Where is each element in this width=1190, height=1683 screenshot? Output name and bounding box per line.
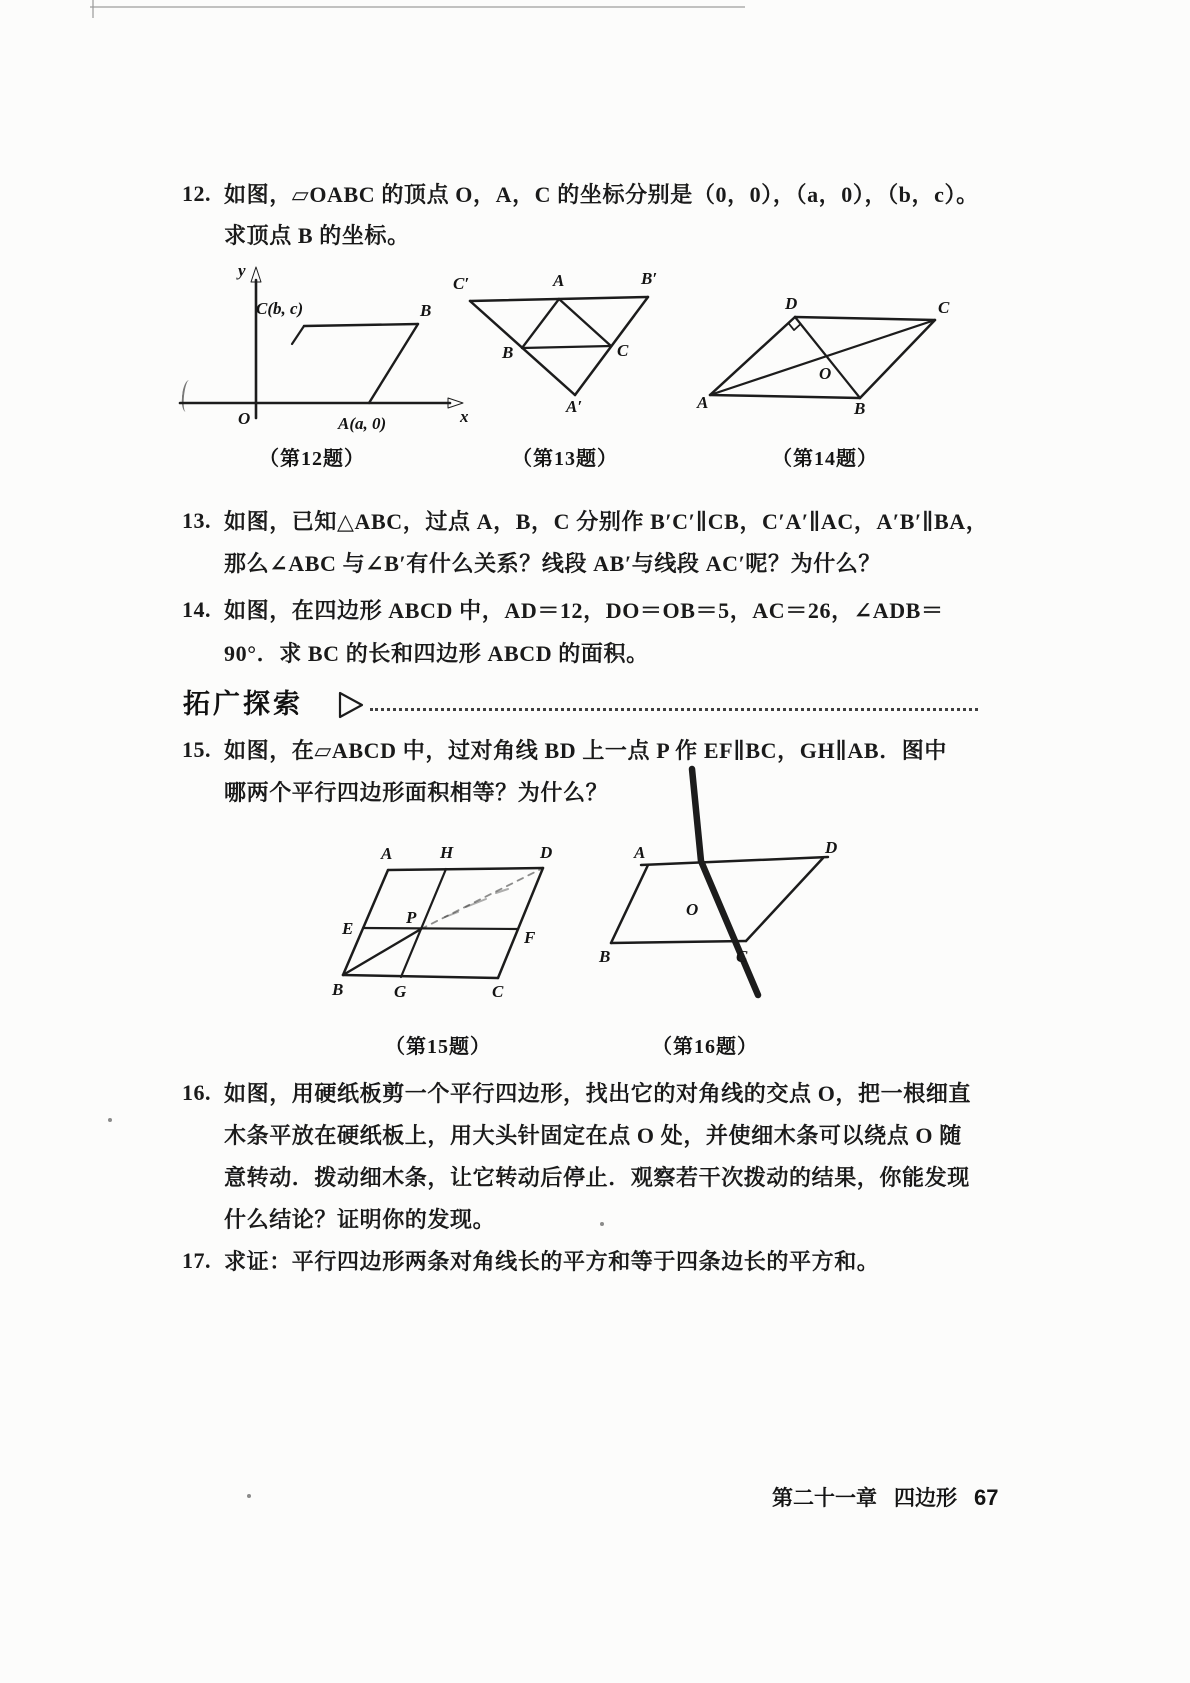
figure-16-caption: （第16题） — [652, 1036, 758, 1058]
vertex-label-d: D — [825, 838, 838, 857]
vertex-label-c: C — [736, 947, 748, 966]
problem-17-line1: 求证：平行四边形两条对角线长的平方和等于四条边长的平方和。 — [224, 1249, 880, 1274]
problem-14-number: 14. — [182, 597, 211, 622]
figure-12-caption: （第12题） — [259, 448, 365, 470]
problem-12-line1: 如图，▱OABC 的顶点 O，A，C 的坐标分别是（0，0），（a，0），（b，c）。 — [224, 182, 979, 207]
figure-15-caption: （第15题） — [385, 1036, 491, 1058]
scan-artifact — [108, 1118, 112, 1122]
figure-14 — [695, 295, 970, 430]
vertex-label-c: C — [492, 982, 504, 1001]
inner-triangle-abc — [522, 299, 611, 348]
figure-12 — [168, 248, 483, 463]
section-title: 拓广探索 — [183, 689, 303, 719]
vertex-label-d: D — [540, 843, 553, 862]
point-label-o: O — [686, 900, 699, 919]
point-label-o: O — [819, 364, 832, 383]
point-label-h: H — [440, 843, 454, 862]
vertex-label-d: D — [785, 295, 798, 313]
problem-13-number: 13. — [182, 508, 211, 533]
figure-13 — [445, 253, 665, 415]
problem-12-line2: 求顶点 B 的坐标。 — [224, 223, 410, 248]
vertex-label-c: C — [617, 341, 629, 360]
problem-15-line1: 如图，在▱ABCD 中，过对角线 BD 上一点 P 作 EF∥BC，GH∥AB．图中 — [224, 738, 947, 763]
inner-segments — [343, 868, 543, 977]
vertex-label-b: B — [332, 980, 344, 999]
problem-16-line2: 木条平放在硬纸板上，用大头针固定在点 O 处，并使细木条可以绕点 O 随 — [224, 1123, 962, 1148]
axis-label-x: x — [460, 407, 469, 426]
problem-13-line2: 那么∠ABC 与∠B′有什么关系？线段 AB′与线段 AC′呢？为什么？ — [224, 551, 881, 576]
figure-13-caption: （第13题） — [512, 448, 618, 470]
vertex-label-a: A — [553, 271, 565, 290]
vertex-label-a-prime: A′ — [566, 397, 583, 415]
vertex-label-c: C — [938, 298, 950, 317]
problem-17-number: 17. — [182, 1248, 211, 1273]
parallelogram-abcd — [343, 868, 543, 978]
vertex-label-b: B — [599, 947, 611, 966]
footer-chapter: 第二十一章 — [772, 1487, 877, 1510]
vertex-label-b: B — [854, 399, 866, 418]
footer-page-number: 67 — [974, 1485, 999, 1510]
problem-13-line1: 如图，已知△ABC，过点 A，B，C 分别作 B′C′∥CB，C′A′∥AC，A′B′∥BA， — [224, 509, 989, 534]
scan-artifact — [247, 1494, 251, 1498]
problem-16-line4: 什么结论？证明你的发现。 — [224, 1207, 496, 1232]
problem-14-line2: 90°．求 BC 的长和四边形 ABCD 的面积。 — [224, 641, 649, 666]
scan-edge-line — [90, 6, 745, 8]
vertex-label-a: A — [697, 393, 709, 412]
vertex-label-a: A — [381, 844, 393, 863]
diagonals — [710, 317, 935, 398]
problem-12-number: 12. — [182, 181, 211, 206]
point-label-g: G — [394, 982, 407, 1001]
problem-16-line1: 如图，用硬纸板剪一个平行四边形，找出它的对角线的交点 O，把一根细直 — [224, 1081, 972, 1106]
right-angle-mark — [788, 323, 800, 330]
point-label-f: F — [524, 928, 536, 947]
vertex-label-b-prime: B′ — [641, 269, 658, 288]
scan-edge-tick — [92, 0, 94, 18]
axis-label-y: y — [238, 261, 246, 280]
vertex-label-b: B — [420, 301, 432, 320]
figure-16 — [578, 763, 873, 1003]
problem-16-number: 16. — [182, 1080, 211, 1105]
page-footer — [772, 1482, 998, 1512]
scan-smudges — [445, 889, 508, 917]
vertex-label-b: B — [502, 343, 514, 362]
parallelogram-oabc — [292, 324, 418, 403]
problem-15-line2: 哪两个平行四边形面积相等？为什么？ — [224, 780, 609, 805]
vertex-label-o: O — [238, 409, 251, 428]
wooden-stick — [692, 769, 758, 995]
problem-16-line3: 意转动．拨动细木条，让它转动后停止．观察若干次拨动的结果，你能发现 — [224, 1165, 970, 1190]
vertex-label-a: A(a, 0) — [338, 414, 387, 433]
vertex-label-c: C(b, c) — [256, 299, 304, 318]
vertex-label-a: A — [634, 843, 646, 862]
problem-14-line1: 如图，在四边形 ABCD 中，AD＝12，DO＝OB＝5，AC＝26，∠ADB＝ — [224, 598, 944, 623]
coordinate-axes — [180, 267, 463, 418]
section-dotted-rule — [370, 708, 978, 711]
figure-15 — [328, 843, 578, 1008]
section-triangle-icon — [337, 690, 365, 720]
point-label-p: P — [406, 908, 417, 927]
vertex-label-c-prime: C′ — [453, 274, 470, 293]
footer-section: 四边形 — [894, 1487, 957, 1510]
figure-14-caption: （第14题） — [772, 448, 878, 470]
scan-artifact — [600, 1222, 604, 1226]
point-label-e: E — [342, 919, 354, 938]
problem-15-number: 15. — [182, 737, 211, 762]
